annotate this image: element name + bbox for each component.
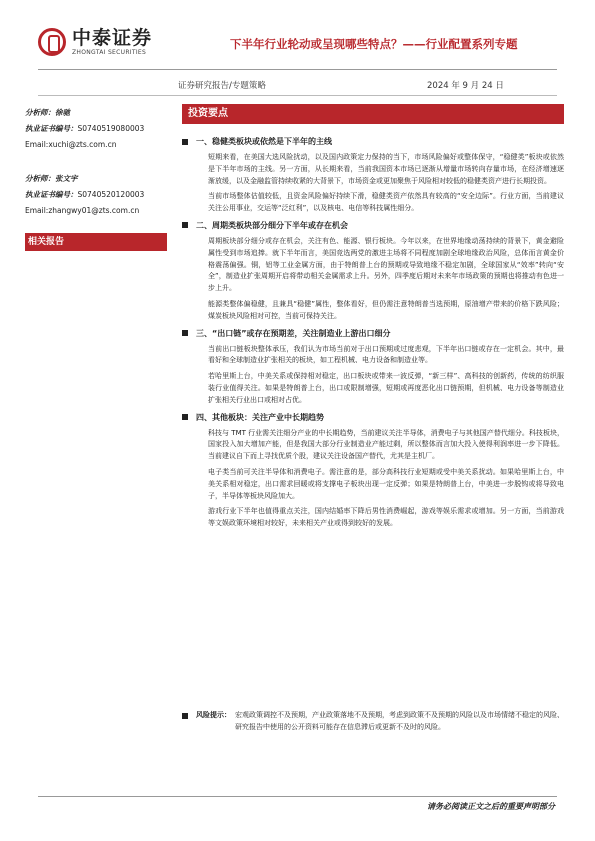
email-label: Email: xyxy=(25,140,49,149)
analyst-label: 分析师： xyxy=(25,108,55,117)
logo-name-en: ZHONGTAI SECURITIES xyxy=(72,48,147,56)
paragraph: 若哈里斯上台，中美关系或保持相对稳定，出口板块或带来一波反弹，“新三样”、高科技的创新药，传统的纺织服装行业值得关注。如果是特朗普上台，出口或限制增强，短期或再度恶化出口链预期，但机械、电力设备等制造业扩张相关行业出口或相对占优。 xyxy=(208,372,564,404)
section xyxy=(182,327,564,407)
cert-number: S0740519080003 xyxy=(77,124,145,133)
paragraph: 电子类当前可关注半导体和消费电子。需注意的是，部分高科技行业短期或受中美关系扰动。如果哈里斯上台，中美关系相对稳定，出口需求回暖或将支撑电子板块出现一定反弹；如果是特朗普上台，中美进一步脱钩或将导致电子，半导体等板块风险加大。 xyxy=(208,467,564,500)
paragraph: 周期板块部分细分或存在机会，关注有色、能源、银行板块。今年以来，在世界地缘动荡持续的背景下，黄金避险属性受到市场追捧。就下半年而言，美国竞选两党的激进主场将不同程度加剧全球地缘政治风险，总体而言黄金价格震荡偏强。铜，铝等工业金属方面，由于特朗普上台的预期或导致地缘不稳定加剧，全球国家从“效率”转向“安全”，制造业扩张周期开启将带动相关金属需求上升。另外，四季度后期对未来年市场政策的预期也将推动有色进一步上升。 xyxy=(208,236,564,293)
risk-warning xyxy=(182,710,564,733)
footer-disclaimer: 请务必阅读正文之后的重要声明部分 xyxy=(427,802,555,811)
paragraph: 游戏行业下半年也值得重点关注，国内结婚率下降后男性消费崛起，游戏等娱乐需求或增加。另一方面，当前游戏等文娱政策环境相对较好，未来相关产业或得到较好的发展。 xyxy=(208,507,564,528)
analyst-name: 张文宇 xyxy=(55,174,78,183)
section-heading xyxy=(182,411,564,424)
bullet-square-icon xyxy=(182,222,188,228)
section xyxy=(182,219,564,323)
section xyxy=(182,135,564,215)
cert-label: 执业证书编号： xyxy=(25,190,78,199)
section-title: 一、稳健类板块或依然是下半年的主线 xyxy=(196,137,332,146)
related-reports-heading: 相关报告 xyxy=(25,233,167,251)
analyst-sidebar xyxy=(25,105,167,237)
paragraph: 科技与 TMT 行业需关注细分产业的中长期趋势，当前建议关注半导体，消费电子与其他国产替代细分。科技板块，国家投入加大增加产能，但是我国大部分行业制造业产能过剩，所以整体而言加大投入使得利润率进一步下降低。当前建议自下而上寻找优质个股，建议关注设备国产替代，尤其是主机厂。 xyxy=(208,428,564,461)
logo-emblem-icon xyxy=(38,28,66,56)
risk-text: 宏观政策调控不及预期，产业政策落地不及预期，考虑到政策不及预期的风险以及市场情绪不稳定的风险、研究报告中使用的公开资料可能存在信息滞后或更新不及时的风险。 xyxy=(235,711,564,731)
section-heading xyxy=(182,135,564,148)
email-label: Email: xyxy=(25,206,49,215)
paragraph: 当前市场整体估值较低，且资金风险偏好持续下滑，稳健类资产依然具有较高的“安全边际”。行业方面，当前建议关注公用事业，交运等“泛红利”，以及核电、电信等科技属性细分。 xyxy=(208,192,564,213)
section xyxy=(182,411,564,530)
analyst-card xyxy=(25,171,167,219)
paragraph: 短期来看，在美国大选风险扰动，以及国内政策定力保持的当下，市场风险偏好或整体保守，“稳健类”板块或依然是下半年市场的主线。另一方面，从长期来看，当前我国资本市场已逐渐从增量市场转向存量市场，在经济增速逐渐放缓，以及金融监管持续收紧的大背景下，市场资金或更加聚焦于风险相对较低的稳健类资产进行长期投资。 xyxy=(208,153,564,185)
report-title: 下半年行业轮动或呈现哪些特点？——行业配置系列专题 xyxy=(230,37,518,51)
paragraph: 能源类整体偏稳健，且兼具“稳健”属性，整体看好，但仍需注意特朗普当选预期，原油增产带来的价格下跌风险；煤炭板块风险相对可控，当前可保持关注。 xyxy=(208,299,564,320)
analyst-label: 分析师： xyxy=(25,174,55,183)
subheader-divider xyxy=(38,95,557,96)
report-type: 证券研究报告/专题策略 xyxy=(178,81,266,91)
cert-label: 执业证书编号： xyxy=(25,124,78,133)
section-title: 四、其他板块：关注产业中长期趋势 xyxy=(196,412,324,422)
analyst-card xyxy=(25,105,167,153)
key-points-body xyxy=(182,135,564,534)
analyst-email-link[interactable]: zhangwy01@zts.com.cn xyxy=(48,206,140,215)
key-points-heading: 投资要点 xyxy=(182,104,564,124)
header-divider xyxy=(38,69,557,70)
section-heading xyxy=(182,219,564,232)
risk-label: 风险提示： xyxy=(196,711,231,719)
company-logo xyxy=(38,24,168,60)
bullet-square-icon xyxy=(182,414,188,420)
section-title: 三、“出口链”或存在预期差，关注制造业上游出口细分 xyxy=(196,328,391,338)
analyst-email-link[interactable]: xuchi@zts.com.cn xyxy=(48,140,117,149)
section-heading xyxy=(182,327,564,340)
bullet-square-icon xyxy=(182,139,188,145)
bullet-square-icon xyxy=(182,330,188,336)
section-title: 二、周期类板块部分细分下半年或存在机会 xyxy=(196,220,348,230)
paragraph: 当前出口链板块整体承压，我们认为市场当前对于出口预期或过度悲观，下半年出口链或存在一定机会。其中，最看好和全球制造业扩张相关的板块，如工程机械、电力设备和制造业等。 xyxy=(208,344,564,365)
logo-name-cn: 中泰证券 xyxy=(72,26,153,49)
analyst-name: 徐驰 xyxy=(55,108,70,117)
cert-number: S0740520120003 xyxy=(77,190,145,199)
bullet-square-icon xyxy=(182,713,188,719)
report-date: 2024 年 9 月 24 日 xyxy=(427,81,504,91)
footer-divider xyxy=(38,796,557,797)
